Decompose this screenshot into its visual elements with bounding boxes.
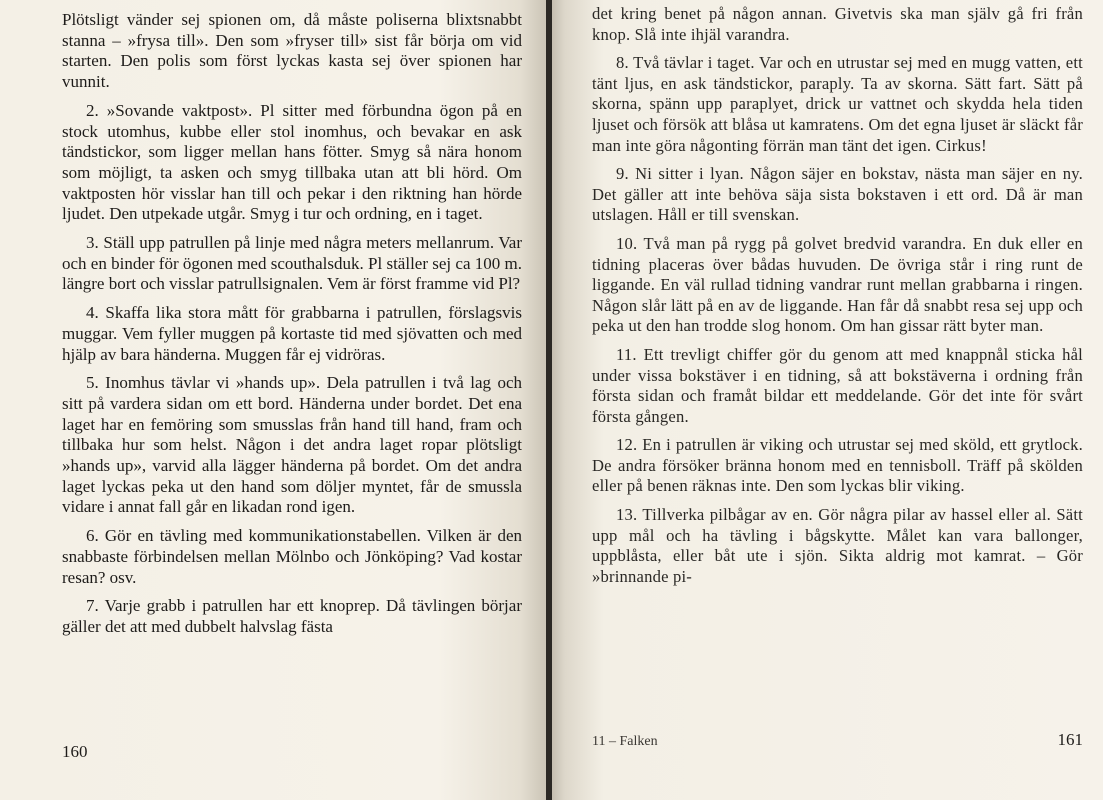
page-number-right: 161 bbox=[1057, 730, 1083, 749]
left-page bbox=[0, 0, 548, 800]
paragraph-item-3: 3. Ställ upp patrullen på linje med några meters mellanrum. Var och en binder för ögonen med scouthalsduk. Pl ställer sej ca 100 m. längre bort och visslar patrullsignalen. Vem är först framme vid Pl? bbox=[62, 233, 522, 294]
paragraph-item-7: 7. Varje grabb i patrullen har ett knoprep. Då tävlingen börjar gäller det att med dubbelt halvslag fästa bbox=[62, 596, 522, 636]
paragraph-continuation: Plötsligt vänder sej spionen om, då måste poliserna blixtsnabbt stanna – »frysa till». Den som »fryser till» sist får börja om vid starten. Den polis som först lyckas kasta sej över spionen har vunnit. bbox=[62, 10, 522, 92]
paragraph-continuation: det kring benet på någon annan. Givetvis ska man själv gå fri från knop. Slå inte ihjäl varandra. bbox=[592, 4, 1083, 44]
signature-mark: 11 – Falken bbox=[592, 734, 658, 749]
page-number-left: 160 bbox=[62, 742, 88, 761]
paragraph-item-6: 6. Gör en tävling med kommunikationstabellen. Vilken är den snabbaste förbindelsen mellan Mölnbo och Jönköping? Vad kostar resan? osv. bbox=[62, 526, 522, 587]
paragraph-item-12: 12. En i patrullen är viking och utrustar sej med sköld, ett grytlock. De andra försöker bränna honom med en tennisboll. Träff på skölden eller på benen räknas inte. Den som lyckas blir viking. bbox=[592, 435, 1083, 496]
paragraph-item-11: 11. Ett trevligt chiffer gör du genom att med knappnål sticka hål under vissa bokstäver i en tidning, så att bokstäverna i ordning från första sidan och framåt bildar ett meddelande. Gör det inte för svårt första gången. bbox=[592, 344, 1083, 426]
paragraph-item-5: 5. Inomhus tävlar vi »hands up». Dela patrullen i två lag och sitt på vardera sidan om ett bord. Händerna under bordet. Det ena laget har en femöring som smusslas från hand till hand, fram och tillbaka hur som helst. Någon i det andra laget ropar plötsligt »hands up», varvid alla lägger händerna på bordet. Om det andra laget lyckas peka ut den hand som döljer myntet, får de smussla vidare i annat fall går en likadan rond igen. bbox=[62, 373, 522, 517]
book-gutter bbox=[546, 0, 552, 800]
paragraph-item-4: 4. Skaffa lika stora mått för grabbarna i patrullen, förslagsvis muggar. Vem fyller muggen på kortaste tid med sjövatten och med hjälp av bara händerna. Muggen får ej vidröras. bbox=[62, 303, 522, 364]
paragraph-item-9: 9. Ni sitter i lyan. Någon säjer en bokstav, nästa man säjer en ny. Det gäller att inte behöva säja sista bokstaven i ett ord. Då är man utslagen. Håll er till svenskan. bbox=[592, 164, 1083, 225]
paragraph-item-2: 2. »Sovande vaktpost». Pl sitter med förbundna ögon på en stock utomhus, kubbe eller stol inomhus, och bevakar en ask tändstickor, som ligger mellan hans fötter. Smyg så nära honom som möjligt, ta asken och smyg tillbaka utan att bli hörd. Om vaktposten hör visslar han till och pekar i den riktning han hörde ljudet. Den utpekade utgår. Smyg i tur och ordning, en i taget. bbox=[62, 100, 522, 224]
paragraph-item-13: 13. Tillverka pilbågar av en. Gör några pilar av hassel eller al. Sätt upp mål och ha tävling i bågskytte. Målet kan vara ballonger, uppblåsta, eller båt ute i sjön. Sikta aldrig mot kamrat. – Gör »brinnande pi- bbox=[592, 505, 1083, 586]
paragraph-item-8: 8. Två tävlar i taget. Var och en utrustar sej med en mugg vatten, ett tänt ljus, en ask tändstickor, paraply. Ta av skorna. Sätt fart. Sätt på skorna, spänn upp paraplyet, drick ur vattnet och skydda hela tiden ljuset och försök att blåsa ut kamratens. Om det egna ljuset är släckt får man inte göra någonting förrän man tänt det igen. Cirkus! bbox=[592, 53, 1083, 155]
right-page bbox=[548, 0, 1103, 800]
paragraph-item-10: 10. Två man på rygg på golvet bredvid varandra. En duk eller en tidning placeras över bådas huvuden. De övriga står i ring runt de liggande. En väl rullad tidning vandrar runt mellan grabbarna i ringen. Någon slår lätt på en av de liggande. Han får då snabbt resa sej upp och peka ut den han trodde slog honom. Om han gissar rätt byter man. bbox=[592, 233, 1083, 336]
